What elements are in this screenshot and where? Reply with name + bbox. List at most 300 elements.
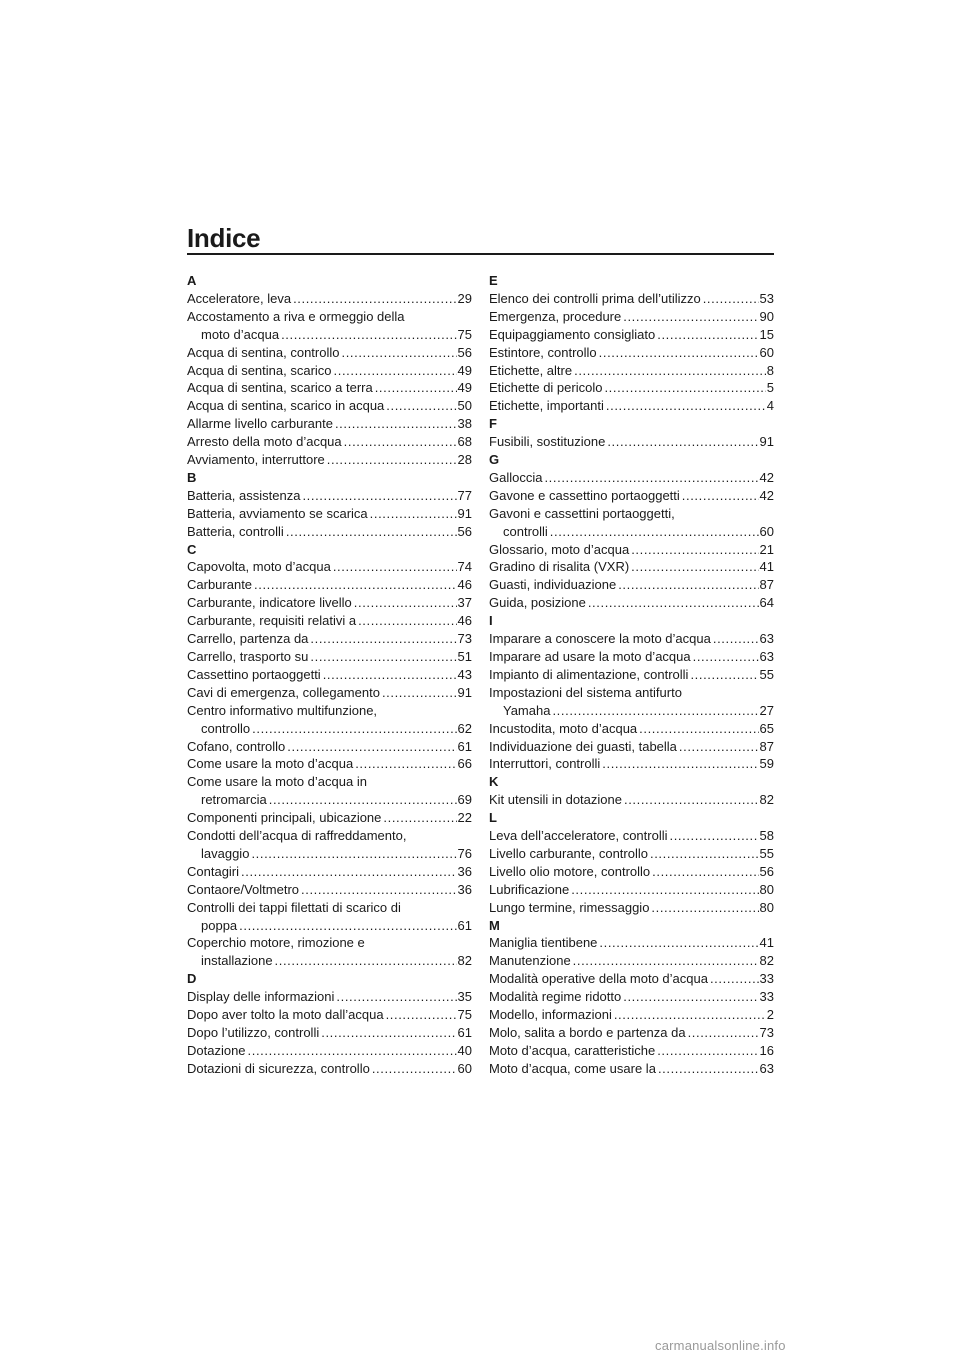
entry-text: Imparare ad usare la moto d’acqua [489, 648, 691, 664]
entry-text: Centro informativo multifunzione, [187, 702, 378, 718]
page-number: 91 [759, 434, 774, 450]
entry-text: Componenti principali, ubicazione [187, 810, 382, 826]
index-entry[interactable] [187, 308, 472, 344]
dot-leader [355, 755, 456, 773]
page-number: 40 [457, 1042, 472, 1058]
dot-leader [682, 487, 759, 505]
entry-text: Carburante, requisiti relativi a [187, 613, 357, 629]
index-entry[interactable] [489, 845, 774, 863]
index-entry[interactable] [187, 379, 472, 397]
page-number: 53 [759, 290, 774, 306]
page-number: 55 [759, 845, 774, 861]
index-entry[interactable] [187, 773, 472, 809]
dot-leader [679, 738, 759, 756]
entry-text: Guida, posizione [489, 595, 586, 611]
page-number: 21 [759, 541, 774, 557]
entry-text: Fusibili, sostituzione [489, 434, 606, 450]
index-entry[interactable] [187, 505, 472, 523]
entry-text: Gradino di risalita (VXR) [489, 559, 630, 575]
page-number: 80 [759, 881, 774, 897]
page-number: 64 [759, 595, 774, 611]
page-number: 46 [457, 577, 472, 593]
index-entry[interactable] [187, 523, 472, 541]
index-entry[interactable] [489, 755, 774, 773]
index-entry[interactable] [489, 1024, 774, 1042]
page-number: 56 [457, 344, 472, 360]
dot-leader [275, 952, 457, 970]
dot-leader [386, 397, 456, 415]
dot-leader [336, 988, 456, 1006]
entry-text: Controlli dei tappi filettati di scarico di [187, 899, 401, 915]
dot-leader [599, 934, 758, 952]
index-entry[interactable] [489, 469, 774, 487]
entry-text: Moto d’acqua, caratteristiche [489, 1042, 656, 1058]
entry-text: Dotazione [187, 1042, 246, 1058]
entry-text: Carburante [187, 577, 253, 593]
entry-text: Dotazioni di sicurezza, controllo [187, 1060, 370, 1076]
dot-leader [321, 1024, 456, 1042]
page-number: 33 [759, 989, 774, 1005]
index-entry[interactable] [489, 720, 774, 738]
entry-text: controlli [503, 523, 548, 539]
dot-leader [344, 433, 457, 451]
page-number: 73 [759, 1024, 774, 1040]
entry-text: Moto d’acqua, come usare la [489, 1060, 656, 1076]
dot-leader [710, 970, 759, 988]
dot-leader [358, 612, 456, 630]
entry-text: Etichette di pericolo [489, 380, 603, 396]
index-entry[interactable] [489, 988, 774, 1006]
page-number: 61 [457, 917, 472, 933]
dot-leader [370, 505, 457, 523]
page-number: 87 [759, 577, 774, 593]
dot-leader [618, 576, 758, 594]
index-entry[interactable] [489, 648, 774, 666]
dot-leader [690, 666, 758, 684]
index-entry[interactable] [187, 290, 472, 308]
page-number: 91 [457, 505, 472, 521]
section-letter: I [489, 613, 493, 629]
index-entry[interactable] [489, 379, 774, 397]
section-letter: G [489, 452, 500, 468]
index-entry[interactable] [187, 594, 472, 612]
entry-text: Elenco dei controlli prima dell’utilizzo [489, 290, 701, 306]
dot-leader [606, 397, 766, 415]
entry-text: Come usare la moto d’acqua [187, 756, 354, 772]
entry-text: Avviamento, interruttore [187, 452, 325, 468]
entry-text: controllo [201, 720, 251, 736]
page-number: 66 [457, 756, 472, 772]
entry-text: Acqua di sentina, scarico a terra [187, 380, 373, 396]
index-entry[interactable] [489, 881, 774, 899]
index-entry[interactable] [187, 1024, 472, 1042]
dot-leader [335, 415, 457, 433]
section-letter: K [489, 774, 499, 790]
index-entry[interactable] [187, 612, 472, 630]
dot-leader [251, 845, 456, 863]
page-number: 63 [759, 631, 774, 647]
entry-text: Gavone e cassettino portaoggetti [489, 487, 680, 503]
section-letter: D [187, 971, 197, 987]
page-number: 22 [457, 810, 472, 826]
page-number: 74 [457, 559, 472, 575]
page-number: 82 [759, 953, 774, 969]
index-entry[interactable] [187, 397, 472, 415]
entry-text: Cofano, controllo [187, 738, 286, 754]
index-entry[interactable] [489, 899, 774, 917]
dot-leader [341, 344, 456, 362]
entry-text: Come usare la moto d’acqua in [187, 774, 367, 790]
index-entry[interactable] [187, 1042, 472, 1060]
index-entry[interactable] [489, 594, 774, 612]
index-entry[interactable] [187, 648, 472, 666]
dot-leader [248, 1042, 457, 1060]
entry-text: Imparare a conoscere la moto d’acqua [489, 631, 711, 647]
dot-leader [623, 308, 758, 326]
index-entry[interactable] [187, 451, 472, 469]
entry-text: Dopo aver tolto la moto dall’acqua [187, 1007, 384, 1023]
dot-leader [607, 433, 758, 451]
entry-text: Interruttori, controlli [489, 756, 601, 772]
dot-leader [639, 720, 758, 738]
section-letter: M [489, 917, 500, 933]
page-number: 56 [759, 863, 774, 879]
index-entry[interactable] [187, 487, 472, 505]
dot-leader [552, 702, 758, 720]
index-entry[interactable] [489, 1042, 774, 1060]
entry-text: poppa [201, 917, 238, 933]
page-number: 5 [766, 380, 774, 396]
index-entry[interactable] [187, 1060, 472, 1078]
dot-leader [657, 1042, 758, 1060]
dot-leader [310, 630, 456, 648]
dot-leader [382, 684, 457, 702]
index-entry[interactable] [489, 934, 774, 952]
entry-text: moto d’acqua [201, 326, 280, 342]
index-entry[interactable] [187, 1006, 472, 1024]
entry-text: Batteria, avviamento se scarica [187, 505, 368, 521]
page-number: 63 [759, 648, 774, 664]
index-entry[interactable] [489, 791, 774, 809]
index-entry[interactable] [489, 1060, 774, 1078]
index-entry[interactable] [489, 290, 774, 308]
index-entry[interactable] [489, 827, 774, 845]
page-number: 80 [759, 899, 774, 915]
dot-leader [327, 451, 457, 469]
watermark: carmanualsonline.info [655, 1338, 786, 1353]
index-entry[interactable] [489, 344, 774, 362]
page-number: 16 [759, 1042, 774, 1058]
entry-text: Contagiri [187, 863, 240, 879]
page-number: 28 [457, 452, 472, 468]
index-entry[interactable] [489, 362, 774, 380]
page-number: 33 [759, 971, 774, 987]
page-number: 60 [457, 1060, 472, 1076]
entry-text: Livello carburante, controllo [489, 845, 648, 861]
page-number: 61 [457, 738, 472, 754]
dot-leader [383, 809, 456, 827]
dot-leader [631, 541, 758, 559]
dot-leader [713, 630, 759, 648]
page-number: 2 [766, 1007, 774, 1023]
entry-text: Carburante, indicatore livello [187, 595, 352, 611]
page-number: 87 [759, 738, 774, 754]
index-entry[interactable] [489, 433, 774, 451]
dot-leader [239, 917, 456, 935]
section-letter: L [489, 810, 497, 826]
page-number: 46 [457, 613, 472, 629]
dot-leader [650, 845, 759, 863]
entry-text: Individuazione dei guasti, tabella [489, 738, 677, 754]
index-entry[interactable] [489, 576, 774, 594]
index-entry[interactable] [187, 899, 472, 935]
section-letter: E [489, 273, 498, 288]
index-entry[interactable] [489, 952, 774, 970]
dot-leader [604, 379, 765, 397]
dot-leader [281, 326, 456, 344]
entry-text: Molo, salita a bordo e partenza da [489, 1024, 686, 1040]
index-entry[interactable] [187, 809, 472, 827]
index-entry[interactable] [187, 576, 472, 594]
dot-leader [333, 558, 457, 576]
index-entry[interactable] [187, 666, 472, 684]
dot-leader [287, 738, 456, 756]
dot-leader [574, 362, 766, 380]
entry-text: Estintore, controllo [489, 344, 597, 360]
index-entry[interactable] [187, 827, 472, 863]
dot-leader [573, 952, 759, 970]
dot-leader [651, 899, 758, 917]
page-number: 59 [759, 756, 774, 772]
page-number: 42 [759, 487, 774, 503]
entry-text: Acqua di sentina, controllo [187, 344, 340, 360]
entry-text: Glossario, moto d’acqua [489, 541, 630, 557]
index-entry[interactable] [187, 362, 472, 380]
dot-leader [624, 791, 759, 809]
entry-text: Etichette, altre [489, 362, 573, 378]
dot-leader [703, 290, 759, 308]
page-number: 60 [759, 523, 774, 539]
dot-leader [293, 290, 456, 308]
dot-leader [302, 487, 456, 505]
entry-text: Acceleratore, leva [187, 290, 292, 306]
dot-leader [544, 469, 758, 487]
page-number: 8 [766, 362, 774, 378]
page-number: 69 [457, 792, 472, 808]
index-entry[interactable] [489, 1006, 774, 1024]
entry-text: Cavi di emergenza, collegamento [187, 684, 380, 700]
page-number: 77 [457, 487, 472, 503]
section-letter: B [187, 469, 197, 485]
index-entry[interactable] [187, 433, 472, 451]
entry-text: Leva dell’acceleratore, controlli [489, 828, 668, 843]
dot-leader [657, 326, 758, 344]
index-entry[interactable] [187, 738, 472, 756]
dot-leader [241, 863, 457, 881]
entry-text: Allarme livello carburante [187, 416, 333, 432]
page-number: 41 [759, 935, 774, 951]
page-number: 61 [457, 1025, 472, 1040]
dot-leader [286, 523, 457, 541]
page-number: 58 [759, 828, 774, 843]
page-number: 73 [457, 631, 472, 647]
index-entry[interactable] [489, 558, 774, 576]
index-entry[interactable] [489, 505, 774, 541]
index-entry[interactable] [489, 666, 774, 684]
page-title: Indice [187, 223, 261, 253]
dot-leader [631, 558, 758, 576]
dot-leader [323, 666, 457, 684]
page-number: 35 [457, 989, 472, 1005]
entry-text: Accostamento a riva e ormeggio della [187, 308, 405, 324]
page-number: 27 [759, 702, 774, 718]
index-entry[interactable] [187, 344, 472, 362]
entry-text: Batteria, assistenza [187, 487, 301, 503]
page-number: 43 [457, 666, 472, 682]
page-number: 75 [457, 1007, 472, 1023]
entry-text: Carrello, trasporto su [187, 648, 309, 664]
index-entry[interactable] [187, 988, 472, 1006]
entry-text: Acqua di sentina, scarico [187, 362, 332, 378]
index-entry[interactable] [187, 684, 472, 702]
section-letter: A [187, 273, 197, 288]
entry-text: Guasti, individuazione [489, 577, 617, 593]
dot-leader [688, 1024, 759, 1042]
index-entry[interactable] [187, 702, 472, 738]
index-entry[interactable] [187, 934, 472, 970]
page-number: 82 [457, 953, 472, 969]
dot-leader [252, 720, 456, 738]
page-number: 51 [457, 648, 472, 664]
index-entry[interactable] [489, 541, 774, 559]
page-number: 56 [457, 523, 472, 539]
entry-text: Dopo l’utilizzo, controlli [187, 1025, 320, 1040]
dot-leader [269, 791, 457, 809]
entry-text: Livello olio motore, controllo [489, 863, 651, 879]
dot-leader [602, 755, 758, 773]
entry-text: Impostazioni del sistema antifurto [489, 684, 682, 700]
dot-leader [693, 648, 759, 666]
index-entry[interactable] [489, 738, 774, 756]
page-number: 68 [457, 434, 472, 450]
page-number: 37 [457, 595, 472, 611]
index-entry[interactable] [489, 397, 774, 415]
dot-leader [652, 863, 758, 881]
page-number: 49 [457, 362, 472, 378]
dot-leader [571, 881, 758, 899]
index-entry[interactable] [489, 487, 774, 505]
page-number: 4 [766, 398, 774, 414]
index-entry[interactable] [187, 558, 472, 576]
entry-text: Manutenzione [489, 953, 571, 969]
entry-text: Condotti dell’acqua di raffreddamento, [187, 828, 407, 844]
entry-text: Gavoni e cassettini portaoggetti, [489, 505, 675, 521]
dot-leader [375, 379, 457, 397]
index-entry[interactable] [187, 415, 472, 433]
page-number: 75 [457, 326, 472, 342]
dot-leader [254, 576, 456, 594]
dot-leader [301, 881, 457, 899]
dot-leader [588, 594, 759, 612]
entry-text: retromarcia [201, 792, 267, 808]
entry-text: Arresto della moto d’acqua [187, 434, 342, 450]
dot-leader [658, 1060, 759, 1078]
page-number: 41 [759, 559, 774, 575]
index-entry[interactable] [187, 630, 472, 648]
dot-leader [372, 1060, 457, 1078]
index-entry[interactable] [489, 863, 774, 881]
entry-text: Lubrificazione [489, 881, 570, 897]
entry-text: Galloccia [489, 469, 543, 485]
dot-leader [550, 523, 759, 541]
entry-text: Emergenza, procedure [489, 308, 622, 324]
entry-text: Capovolta, moto d’acqua [187, 559, 331, 575]
page-number: 50 [457, 398, 472, 414]
entry-text: Yamaha [503, 702, 551, 718]
index-column-right [489, 272, 774, 1078]
entry-text: Kit utensili in dotazione [489, 792, 622, 808]
dot-leader [623, 988, 758, 1006]
dot-leader [614, 1006, 766, 1024]
dot-leader [386, 1006, 457, 1024]
entry-text: Acqua di sentina, scarico in acqua [187, 398, 385, 414]
page-number: 55 [759, 666, 774, 682]
entry-text: lavaggio [201, 845, 250, 861]
entry-text: Modalità regime ridotto [489, 989, 622, 1005]
entry-text: Contaore/Voltmetro [187, 881, 300, 897]
page-number: 60 [759, 344, 774, 360]
entry-text: Etichette, importanti [489, 398, 604, 414]
dot-leader [669, 827, 758, 845]
section-letter: C [187, 541, 197, 557]
page-number: 36 [457, 881, 472, 897]
dot-leader [354, 594, 457, 612]
index-entry[interactable] [489, 308, 774, 326]
entry-text: Cassettino portaoggetti [187, 666, 321, 682]
title-divider [187, 253, 774, 255]
index-entry[interactable] [187, 755, 472, 773]
dot-leader [599, 344, 759, 362]
index-entry[interactable] [489, 970, 774, 988]
page-number: 42 [759, 469, 774, 485]
index-column-left [187, 272, 472, 1078]
entry-text: Batteria, controlli [187, 523, 284, 539]
entry-text: Carrello, partenza da [187, 631, 309, 647]
entry-text: Coperchio motore, rimozione e [187, 935, 365, 951]
entry-text: installazione [201, 953, 273, 969]
dot-leader [310, 648, 456, 666]
entry-text: Equipaggiamento consigliato [489, 326, 656, 342]
page-number: 65 [759, 720, 774, 736]
index-entry[interactable] [489, 326, 774, 344]
index-entry[interactable] [489, 630, 774, 648]
index-entry[interactable] [187, 881, 472, 899]
index-entry[interactable] [187, 863, 472, 881]
page-number: 76 [457, 845, 472, 861]
index-entry[interactable] [489, 684, 774, 720]
entry-text: Incustodita, moto d’acqua [489, 720, 638, 736]
page-number: 62 [457, 720, 472, 736]
dot-leader [334, 362, 457, 380]
entry-text: Modalità operative della moto d’acqua [489, 971, 708, 987]
page-number: 90 [759, 308, 774, 324]
page-number: 91 [457, 684, 472, 700]
page-number: 49 [457, 380, 472, 396]
page-number: 29 [457, 290, 472, 306]
entry-text: Impianto di alimentazione, controlli [489, 666, 689, 682]
page-number: 36 [457, 863, 472, 879]
page-number: 38 [457, 416, 472, 432]
